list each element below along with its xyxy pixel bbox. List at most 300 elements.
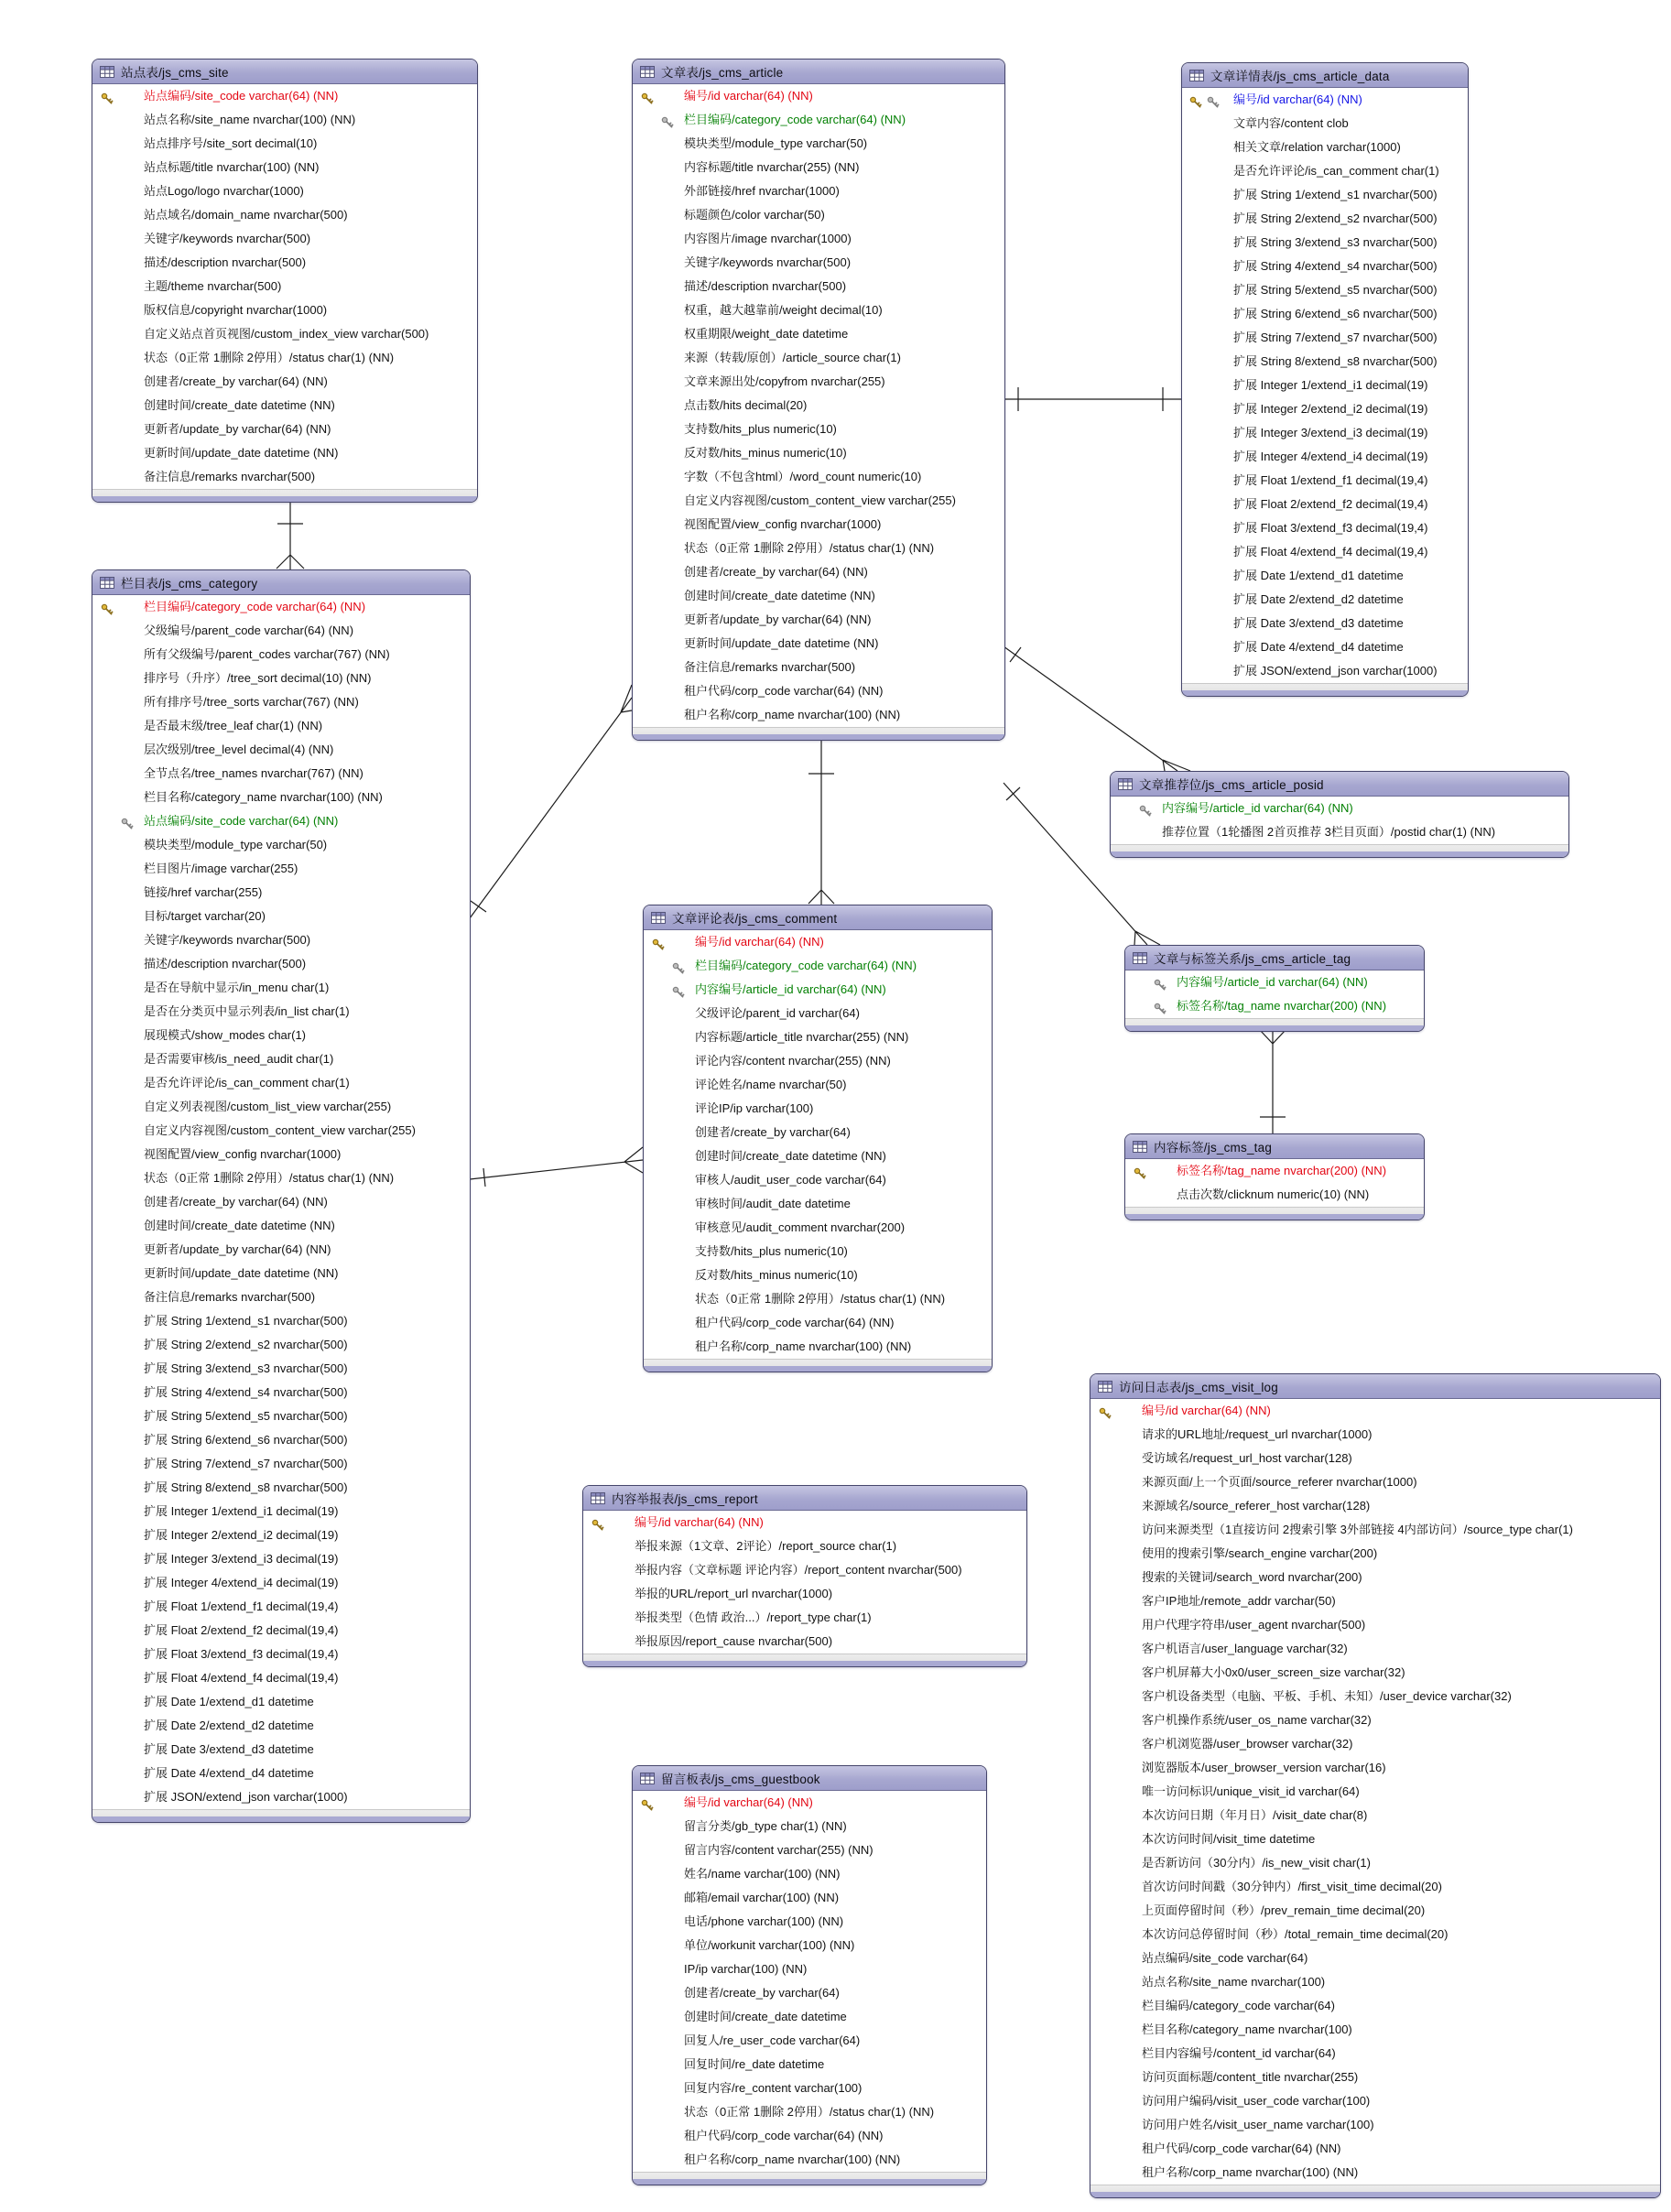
field-row [92,227,477,251]
field-row [1090,1756,1660,1780]
field-row [92,322,477,346]
field-label: 上页面停留时间（秒）/prev_remain_time decimal(20) [1142,1903,1426,1917]
field-row [1182,159,1468,183]
field-label: 全节点名/tree_names nvarchar(767) (NN) [144,766,363,780]
table-footer-visit_log [1090,2185,1660,2197]
field-row [1090,1494,1660,1518]
field-label: 扩展 Float 1/extend_f1 decimal(19,4) [1233,473,1428,487]
field-label: 反对数/hits_minus numeric(10) [684,446,847,460]
field-row [1090,1518,1660,1542]
field-label: 排序号（升序）/tree_sort decimal(10) (NN) [144,671,372,685]
field-row [92,714,470,738]
field-row [92,251,477,275]
field-row [1090,1827,1660,1851]
field-label: 扩展 Date 3/extend_d3 datetime [144,1742,314,1756]
field-row [1182,183,1468,207]
field-row [1182,88,1468,112]
table-header-category[interactable] [92,570,470,595]
field-row [633,1791,986,1815]
field-row [92,1357,470,1381]
primary-key-icon [652,938,665,951]
field-label: 扩展 String 4/extend_s4 nvarchar(500) [1233,259,1438,273]
table-title-guestbook: 留言板表/js_cms_guestbook [661,1773,820,1786]
field-label: 租户代码/corp_code varchar(64) (NN) [684,2129,884,2142]
field-row [92,595,470,619]
field-row [644,1287,992,1311]
field-row [1090,1589,1660,1613]
table-title-article_tag: 文章与标签关系/js_cms_article_tag [1154,952,1351,966]
field-label: 是否允许评论/is_can_comment char(1) [1233,164,1439,178]
field-row [633,1981,986,2005]
table-title-category: 栏目表/js_cms_category [121,577,258,591]
field-row [1125,970,1424,994]
fk-key [672,983,685,996]
field-list-visit_log [1090,1399,1660,2185]
field-label: 创建者/create_by varchar(64) (NN) [144,374,328,388]
field-row [1182,612,1468,635]
field-label: 来源页面/上一个页面/source_referer nvarchar(1000) [1142,1475,1417,1489]
field-label: 状态（0正常 1删除 2停用）/status char(1) (NN) [684,2105,935,2119]
field-label: 外部链接/href nvarchar(1000) [684,184,840,198]
field-row [92,1095,470,1119]
field-label: 自定义内容视图/custom_content_view varchar(255) [684,493,956,507]
field-label: 扩展 Date 1/extend_d1 datetime [1233,569,1404,582]
primary-key-icon [1099,1407,1112,1420]
field-row [1090,1923,1660,1946]
field-label: 层次级别/tree_level decimal(4) (NN) [144,743,334,756]
field-label: 关键字/keywords nvarchar(500) [144,933,311,947]
table-article[interactable] [632,59,1005,741]
table-icon [100,66,114,78]
field-label: 自定义列表视图/custom_list_view varchar(255) [144,1100,392,1113]
field-label: 点击次数/clicknum numeric(10) (NN) [1177,1187,1370,1201]
field-row [633,203,1004,227]
field-row [92,619,470,643]
field-label: 是否在分类页中显示列表/in_list char(1) [144,1004,350,1018]
field-row [92,1024,470,1047]
field-row [92,465,477,489]
field-label: 编号/id varchar(64) (NN) [684,89,813,103]
field-label: 客户机操作系统/user_os_name varchar(32) [1142,1713,1372,1727]
field-row [92,1119,470,1143]
field-row [583,1606,1026,1630]
field-label: 扩展 Float 2/extend_f2 decimal(19,4) [144,1623,339,1637]
field-row [92,1143,470,1166]
field-row [633,370,1004,394]
table-footer-category [92,1809,470,1822]
foreign-key-icon [1207,96,1220,109]
table-posid[interactable] [1110,771,1569,858]
field-label: 唯一访问标识/unique_visit_id varchar(64) [1142,1784,1360,1798]
field-label: 浏览器版本/user_browser_version varchar(16) [1142,1761,1386,1774]
field-row [633,608,1004,632]
field-label: 文章内容/content clob [1233,116,1349,130]
field-row [92,1595,470,1619]
field-label: 扩展 Float 4/extend_f4 decimal(19,4) [144,1671,339,1685]
field-label: 站点Logo/logo nvarchar(1000) [144,184,304,198]
field-row [644,978,992,1002]
table-report[interactable] [582,1485,1027,1667]
field-label: 使用的搜索引擎/search_engine varchar(200) [1142,1546,1378,1560]
table-title-site: 站点表/js_cms_site [121,66,229,80]
field-row [92,179,477,203]
field-label: 文章来源出处/copyfrom nvarchar(255) [684,374,885,388]
field-row [633,2053,986,2076]
table-header-guestbook[interactable] [633,1766,986,1791]
field-label: 状态（0正常 1删除 2停用）/status char(1) (NN) [684,541,935,555]
field-row [92,394,477,417]
field-row [633,584,1004,608]
field-row [92,346,477,370]
relation-articletag-tag [1260,1029,1286,1133]
table-header-tag[interactable] [1125,1134,1424,1159]
pk-key [1189,93,1202,106]
field-row [92,976,470,1000]
field-label: 扩展 Float 4/extend_f4 decimal(19,4) [1233,545,1428,558]
field-label: 扩展 String 3/extend_s3 nvarchar(500) [1233,235,1438,249]
field-row [1125,1183,1424,1207]
table-header-site[interactable] [92,60,477,84]
table-icon [1133,1141,1147,1153]
field-row [633,156,1004,179]
field-label: 站点名称/site_name nvarchar(100) [1142,1975,1326,1989]
field-row [633,132,1004,156]
field-row [633,1886,986,1910]
field-row [1090,1470,1660,1494]
field-row [633,84,1004,108]
field-label: 扩展 Integer 2/extend_i2 decimal(19) [144,1528,339,1542]
field-label: 扩展 Date 4/extend_d4 datetime [1233,640,1404,654]
relation-article-posid [1004,646,1190,771]
field-row [1111,797,1568,820]
table-site[interactable] [92,59,478,503]
field-row [92,881,470,905]
field-row [1182,445,1468,469]
field-row [583,1511,1026,1534]
field-label: 客户机浏览器/user_browser varchar(32) [1142,1737,1353,1751]
field-label: IP/ip varchar(100) (NN) [684,1962,808,1976]
field-label: 扩展 String 5/extend_s5 nvarchar(500) [1233,283,1438,297]
field-label: 栏目名称/category_name nvarchar(100) (NN) [144,790,383,804]
field-label: 姓名/name varchar(100) (NN) [684,1867,841,1881]
field-label: 目标/target varchar(20) [144,909,266,923]
field-row [92,786,470,809]
foreign-key-icon [1154,1003,1166,1015]
field-label: 留言分类/gb_type char(1) (NN) [684,1819,847,1833]
field-label: 扩展 Integer 3/extend_i3 decimal(19) [144,1552,339,1566]
field-row [1090,1447,1660,1470]
field-row [92,762,470,786]
table-category[interactable] [92,569,471,1823]
field-row [1182,350,1468,374]
field-label: 首次访问时间戳（30分钟内）/first_visit_time decimal(20) [1142,1880,1442,1893]
field-row [1125,994,1424,1018]
field-row [633,2100,986,2124]
field-row [633,513,1004,537]
field-row [644,1192,992,1216]
table-header-visit_log[interactable] [1090,1374,1660,1399]
field-label: 描述/description nvarchar(500) [144,957,307,970]
field-row [633,679,1004,703]
field-row [644,1097,992,1121]
field-row [1090,2161,1660,2185]
field-label: 电话/phone varchar(100) (NN) [684,1914,844,1928]
field-label: 内容编号/article_id varchar(64) (NN) [1177,975,1368,989]
field-row [1090,1851,1660,1875]
field-label: 评论内容/content nvarchar(255) (NN) [695,1054,891,1068]
field-row [92,1714,470,1738]
primary-key-icon [1134,1167,1146,1180]
relation-site-category [277,500,304,569]
field-label: 本次访问时间/visit_time datetime [1142,1832,1316,1846]
field-label: 是否新访问（30分内）/is_new_visit char(1) [1142,1856,1371,1870]
table-header-report[interactable] [583,1486,1026,1511]
field-label: 租户名称/corp_name nvarchar(100) (NN) [684,708,901,721]
relation-article-articledata [1004,387,1181,411]
field-label: 扩展 String 7/extend_s7 nvarchar(500) [1233,331,1438,344]
field-label: 栏目内容编号/content_id varchar(64) [1142,2046,1336,2060]
field-label: 标签名称/tag_name nvarchar(200) (NN) [1177,999,1387,1013]
field-label: 扩展 Float 3/extend_f3 decimal(19,4) [1233,521,1428,535]
field-label: 租户代码/corp_code varchar(64) (NN) [684,684,884,698]
field-row [1090,1542,1660,1566]
field-row [633,275,1004,298]
field-label: 栏目编码/category_code varchar(64) (NN) [144,600,366,613]
field-label: 扩展 Integer 4/extend_i4 decimal(19) [1233,450,1428,463]
field-label: 是否允许评论/is_can_comment char(1) [144,1076,350,1090]
fk-key [121,815,134,828]
field-row [644,954,992,978]
field-row [92,1214,470,1238]
field-row [92,1547,470,1571]
field-label: 客户机语言/user_language varchar(32) [1142,1642,1348,1655]
field-row [1182,397,1468,421]
field-row [1090,1732,1660,1756]
field-row [1182,112,1468,136]
field-list-category [92,595,470,1809]
field-label: 评论姓名/name nvarchar(50) [695,1078,847,1091]
field-label: 权重，越大越靠前/weight decimal(10) [684,303,883,317]
table-title-visit_log: 访问日志表/js_cms_visit_log [1119,1381,1278,1394]
field-label: 租户名称/corp_name nvarchar(100) (NN) [1142,2165,1359,2179]
field-row [633,656,1004,679]
field-row [1090,1875,1660,1899]
fk-key [1154,1000,1166,1013]
field-row [92,1762,470,1785]
field-label: 客户IP地址/remote_addr varchar(50) [1142,1594,1336,1608]
field-label: 站点编码/site_code varchar(64) [1142,1951,1308,1965]
field-row [92,738,470,762]
field-row [92,1619,470,1643]
field-label: 视图配置/view_config nvarchar(1000) [684,517,882,531]
field-row [1182,278,1468,302]
foreign-key-icon [1154,979,1166,992]
field-label: 栏目图片/image varchar(255) [144,862,298,875]
field-label: 举报的URL/report_url nvarchar(1000) [635,1587,833,1600]
field-label: 举报原因/report_cause nvarchar(500) [635,1634,833,1648]
pk-key [641,1796,654,1809]
field-row [1090,2113,1660,2137]
field-label: 扩展 Date 3/extend_d3 datetime [1233,616,1404,630]
field-row [92,132,477,156]
table-footer-guestbook [633,2172,986,2185]
field-label: 扩展 String 7/extend_s7 nvarchar(500) [144,1457,348,1470]
fk-key [661,114,674,126]
field-row [633,1957,986,1981]
field-row [92,857,470,881]
field-label: 扩展 Date 4/extend_d4 datetime [144,1766,314,1780]
field-label: 审核时间/audit_date datetime [695,1197,851,1210]
field-label: 站点名称/site_name nvarchar(100) (NN) [144,113,356,126]
table-icon [1189,70,1204,81]
field-label: 内容编号/article_id varchar(64) (NN) [1162,801,1353,815]
foreign-key-icon [1139,805,1152,818]
field-label: 关键字/keywords nvarchar(500) [684,255,852,269]
field-label: 创建时间/create_date datetime (NN) [144,398,335,412]
field-label: 请求的URL地址/request_url nvarchar(1000) [1142,1427,1373,1441]
table-guestbook[interactable] [632,1765,987,2185]
field-row [92,417,477,441]
field-label: 标签名称/tag_name nvarchar(200) (NN) [1177,1164,1387,1177]
field-label: 扩展 Float 1/extend_f1 decimal(19,4) [144,1599,339,1613]
field-row [1182,588,1468,612]
field-row [92,905,470,928]
field-row [633,417,1004,441]
fk-key [1207,93,1220,106]
field-label: 字数（不包含html）/word_count numeric(10) [684,470,922,483]
field-label: 关键字/keywords nvarchar(500) [144,232,311,245]
field-label: 扩展 String 2/extend_s2 nvarchar(500) [144,1338,348,1351]
pk-key [101,601,114,613]
field-label: 父级编号/parent_code varchar(64) (NN) [144,623,354,637]
table-title-tag: 内容标签/js_cms_tag [1154,1141,1273,1155]
table-comment[interactable] [643,905,993,1372]
field-row [1090,1423,1660,1447]
field-label: 版权信息/copyright nvarchar(1000) [144,303,328,317]
field-row [633,322,1004,346]
field-label: 举报内容（文章标题 评论内容）/report_content nvarchar(500) [635,1563,962,1577]
table-tag[interactable] [1124,1133,1425,1220]
field-label: 扩展 Integer 4/extend_i4 decimal(19) [144,1576,339,1589]
field-label: 来源（转载/原创）/article_source char(1) [684,351,901,364]
field-row [1182,207,1468,231]
primary-key-icon [101,92,114,105]
table-header-posid[interactable] [1111,772,1568,797]
field-label: 内容标题/title nvarchar(255) (NN) [684,160,860,174]
field-row [633,489,1004,513]
field-label: 扩展 String 1/extend_s1 nvarchar(500) [1233,188,1438,201]
field-label: 邮箱/email varchar(100) (NN) [684,1891,840,1904]
field-row [92,809,470,833]
primary-key-icon [101,603,114,616]
field-row [633,632,1004,656]
table-icon [640,66,655,78]
field-label: 扩展 String 6/extend_s6 nvarchar(500) [1233,307,1438,320]
field-label: 租户代码/corp_code varchar(64) (NN) [1142,2142,1341,2155]
field-label: 栏目编码/category_code varchar(64) (NN) [695,959,917,972]
field-list-guestbook [633,1791,986,2172]
field-label: 访问页面标题/content_title nvarchar(255) [1142,2070,1359,2084]
field-row [644,1073,992,1097]
primary-key-icon [1189,96,1202,109]
field-label: 扩展 Float 3/extend_f3 decimal(19,4) [144,1647,339,1661]
table-header-article[interactable] [633,60,1004,84]
field-row [92,1666,470,1690]
field-row [92,1476,470,1500]
table-header-comment[interactable] [644,905,992,930]
field-row [92,156,477,179]
field-row [92,1309,470,1333]
field-label: 审核意见/audit_comment nvarchar(200) [695,1220,906,1234]
field-label: 标题颜色/color varchar(50) [684,208,825,222]
field-label: 支持数/hits_plus numeric(10) [684,422,837,436]
field-label: 扩展 JSON/extend_json varchar(1000) [144,1790,348,1804]
field-label: 扩展 Integer 1/extend_i1 decimal(19) [144,1504,339,1518]
table-footer-article_tag [1125,1018,1424,1031]
field-row [633,108,1004,132]
table-header-article_data[interactable] [1182,63,1468,88]
field-label: 点击数/hits decimal(20) [684,398,808,412]
field-row [92,1643,470,1666]
field-label: 主题/theme nvarchar(500) [144,279,282,293]
field-label: 租户代码/corp_code varchar(64) (NN) [695,1316,895,1329]
field-label: 是否在导航中显示/in_menu char(1) [144,981,330,994]
field-row [583,1534,1026,1558]
field-label: 扩展 Integer 1/extend_i1 decimal(19) [1233,378,1428,392]
field-label: 扩展 String 4/extend_s4 nvarchar(500) [144,1385,348,1399]
field-row [1090,1566,1660,1589]
foreign-key-icon [121,818,134,830]
field-label: 更新者/update_by varchar(64) (NN) [144,1242,331,1256]
field-label: 自定义站点首页视图/custom_index_view varchar(500) [144,327,429,341]
field-label: 所有排序号/tree_sorts varchar(767) (NN) [144,695,359,709]
field-row [1090,1970,1660,1994]
table-icon [1133,952,1147,964]
field-label: 搜索的关键词/search_word nvarchar(200) [1142,1570,1362,1584]
field-row [1182,493,1468,516]
field-row [1090,1994,1660,2018]
field-label: 内容图片/image nvarchar(1000) [684,232,852,245]
field-row [92,1452,470,1476]
table-visit_log[interactable] [1090,1373,1661,2198]
field-row [633,346,1004,370]
table-article_tag[interactable] [1124,945,1425,1032]
field-row [633,1862,986,1886]
field-row [92,203,477,227]
field-row [1090,1946,1660,1970]
field-label: 状态（0正常 1删除 2停用）/status char(1) (NN) [695,1292,946,1306]
field-label: 所有父级编号/parent_codes varchar(767) (NN) [144,647,390,661]
field-label: 回复时间/re_date datetime [684,2057,825,2071]
field-label: 展现模式/show_modes char(1) [144,1028,306,1042]
field-label: 是否需要审核/is_need_audit char(1) [144,1052,334,1066]
field-row [1090,2042,1660,2066]
foreign-key-icon [672,962,685,975]
field-row [633,703,1004,727]
field-row [633,2148,986,2172]
table-article_data[interactable] [1181,62,1469,697]
field-row [92,1500,470,1523]
field-row [92,643,470,667]
field-label: 更新时间/update_date datetime (NN) [144,1266,339,1280]
field-row [92,928,470,952]
table-header-article_tag[interactable] [1125,946,1424,970]
field-label: 相关文章/relation varchar(1000) [1233,140,1401,154]
field-row [1182,136,1468,159]
field-label: 用户代理字符串/user_agent nvarchar(500) [1142,1618,1366,1632]
field-row [1090,2018,1660,2042]
pk-key [591,1516,604,1529]
